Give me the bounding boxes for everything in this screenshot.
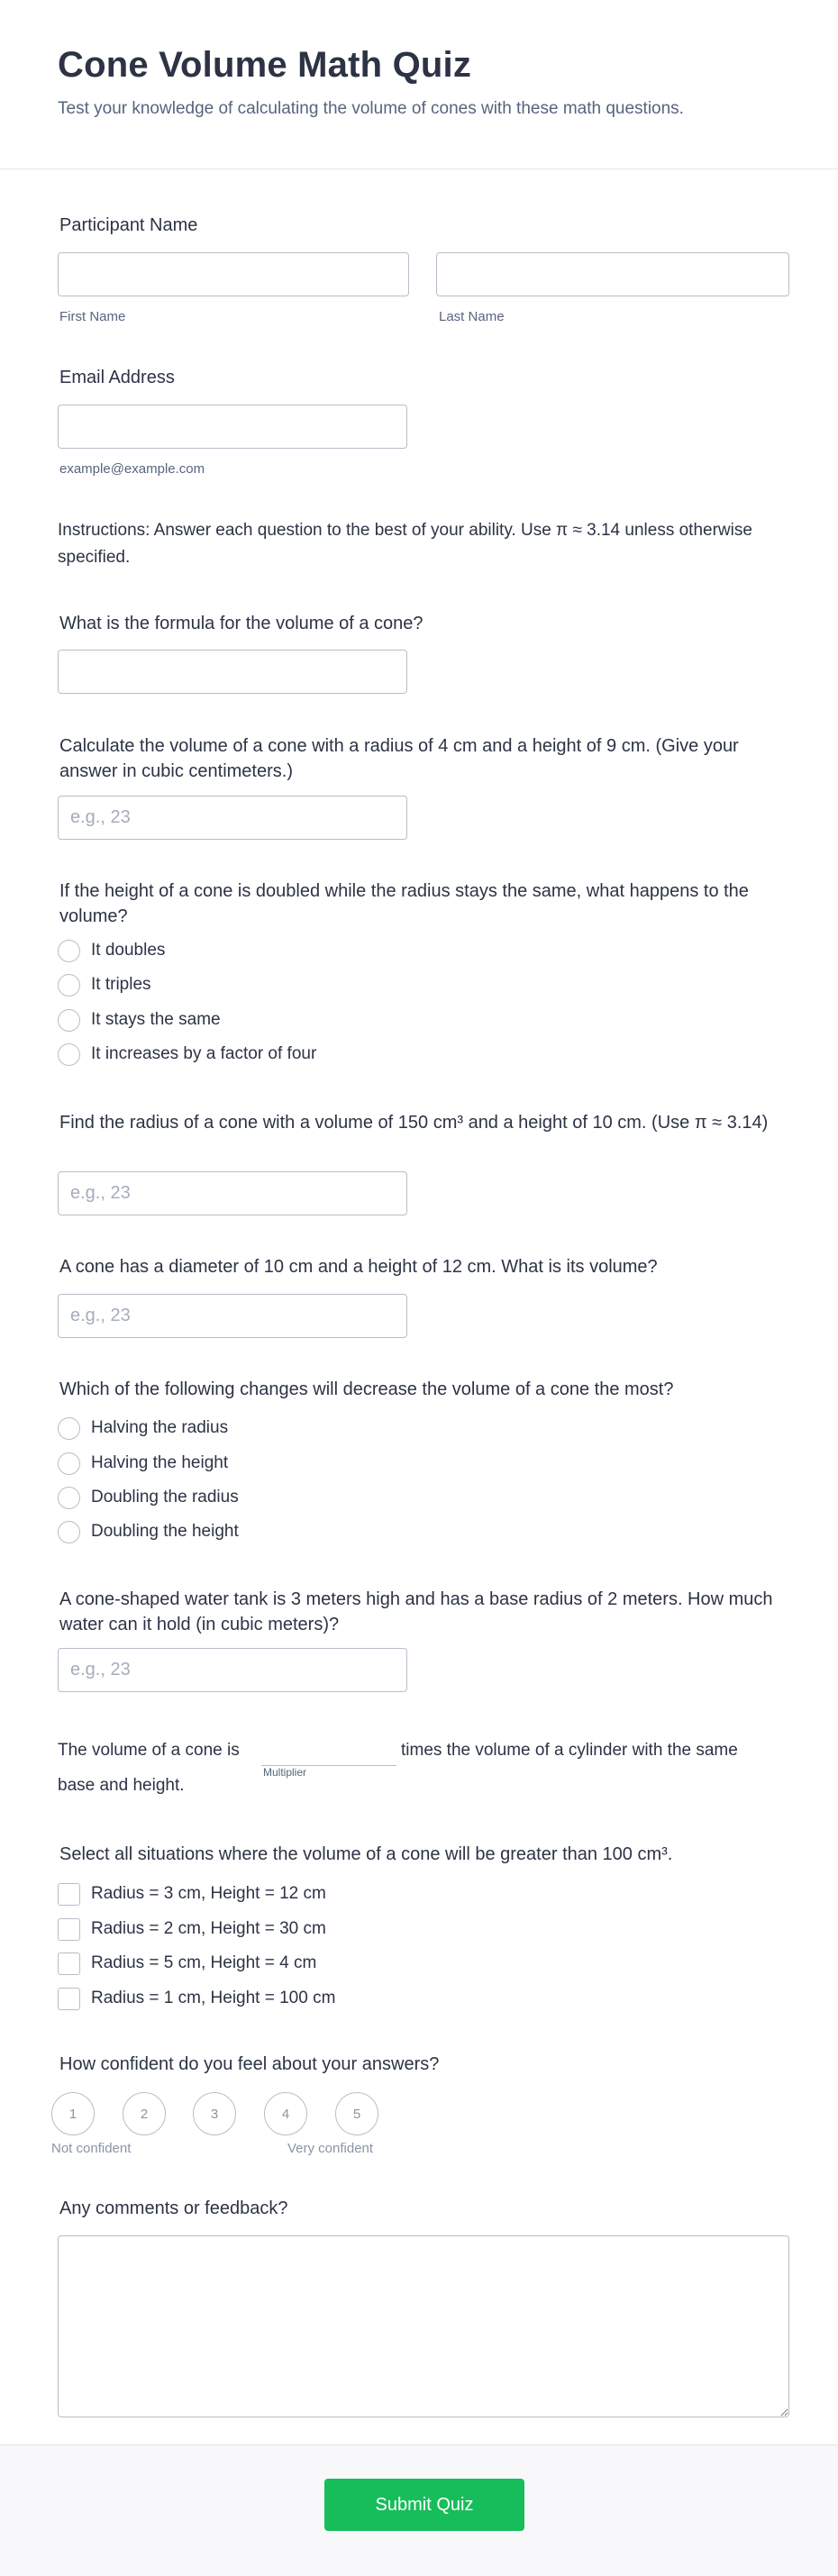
q9-option[interactable] [58, 1881, 326, 1907]
q11-label: Any comments or feedback? [59, 2198, 288, 2218]
scale-option-2[interactable]: 2 [123, 2092, 166, 2135]
q1-formula-input[interactable] [58, 650, 407, 694]
radio-button[interactable] [58, 1521, 80, 1543]
q9-option-label: Radius = 2 cm, Height = 30 cm [91, 1919, 326, 1938]
q7-number-input[interactable] [58, 1648, 407, 1692]
q2-number-input[interactable] [58, 796, 407, 840]
q3-option[interactable] [58, 1007, 221, 1033]
participant-name-label: Participant Name [59, 215, 198, 235]
q9-option[interactable] [58, 1916, 326, 1942]
q5-label: A cone has a diameter of 10 cm and a height of 12 cm. What is its volume? [59, 1257, 658, 1277]
q7-label: A cone-shaped water tank is 3 meters high and has a base radius of 2 meters. How much water can it hold (in cubic meters)? [59, 1589, 773, 1634]
checkbox[interactable] [58, 1918, 80, 1941]
q9-option-label: Radius = 1 cm, Height = 100 cm [91, 1989, 336, 2007]
instructions-text: Instructions: Answer each question to the best of your ability. Use π ≈ 3.14 unless otherwise specified. [58, 521, 752, 567]
scale-option-1[interactable]: 1 [51, 2092, 95, 2135]
q6-option[interactable] [58, 1451, 228, 1476]
q6-option-label: Halving the radius [91, 1418, 229, 1437]
form-footer [0, 2444, 838, 2576]
q6-option-label: Doubling the radius [91, 1488, 239, 1506]
radio-button[interactable] [58, 1452, 80, 1475]
q9-option[interactable] [58, 1986, 335, 2011]
q9-label: Select all situations where the volume of a cone will be greater than 100 cm³. [59, 1844, 673, 1864]
q8-blank-field [261, 1737, 396, 1777]
q3-option-label: It doubles [91, 941, 166, 960]
q6-option-label: Doubling the height [91, 1522, 239, 1541]
q9-option-label: Radius = 5 cm, Height = 4 cm [91, 1953, 317, 1972]
form-title: Cone Volume Math Quiz [58, 45, 472, 85]
radio-button[interactable] [58, 1043, 80, 1066]
q4-number-input[interactable] [58, 1171, 407, 1215]
radio-button[interactable] [58, 1009, 80, 1032]
scale-option-4[interactable]: 4 [264, 2092, 307, 2135]
scale-high-label: Very confident [287, 2141, 374, 2156]
radio-button[interactable] [58, 1417, 80, 1440]
q8-multiplier-input[interactable] [261, 1737, 396, 1766]
q8-text-line2: base and height. [58, 1776, 185, 1795]
q3-label: If the height of a cone is doubled while the radius stays the same, what happens to the volume? [59, 881, 749, 926]
q3-option[interactable] [58, 972, 151, 997]
q3-option-label: It increases by a factor of four [91, 1044, 317, 1063]
comments-textarea[interactable] [58, 2235, 789, 2417]
q9-option[interactable] [58, 1951, 316, 1976]
first-name-input[interactable] [58, 252, 409, 296]
q9-option-label: Radius = 3 cm, Height = 12 cm [91, 1884, 326, 1903]
q3-option[interactable] [58, 938, 165, 963]
radio-button[interactable] [58, 1487, 80, 1509]
checkbox[interactable] [58, 1988, 80, 2010]
email-label: Email Address [59, 368, 175, 387]
q6-label: Which of the following changes will decrease the volume of a cone the most? [59, 1379, 674, 1399]
q8-text-after: times the volume of a cylinder with the same [401, 1741, 738, 1760]
last-name-sublabel: Last Name [439, 309, 505, 324]
submit-button[interactable]: Submit Quiz [324, 2479, 524, 2531]
email-sublabel: example@example.com [59, 461, 205, 477]
q8-blank-sublabel: Multiplier [263, 1766, 307, 1779]
form-subtitle: Test your knowledge of calculating the volume of cones with these math questions. [58, 99, 684, 118]
form-header [0, 0, 838, 169]
scale-low-label: Not confident [51, 2141, 132, 2156]
first-name-sublabel: First Name [59, 309, 126, 324]
q10-label: How confident do you feel about your answers? [59, 2054, 440, 2074]
q3-option-label: It stays the same [91, 1010, 221, 1029]
q4-label: Find the radius of a cone with a volume of 150 cm³ and a height of 10 cm. (Use π ≈ 3.14) [59, 1113, 769, 1133]
q1-label: What is the formula for the volume of a cone? [59, 614, 424, 633]
last-name-input[interactable] [436, 252, 789, 296]
radio-button[interactable] [58, 940, 80, 962]
q6-option[interactable] [58, 1519, 239, 1544]
checkbox[interactable] [58, 1883, 80, 1906]
radio-button[interactable] [58, 974, 80, 997]
q6-option[interactable] [58, 1415, 228, 1441]
q3-option-label: It triples [91, 975, 151, 994]
checkbox[interactable] [58, 1952, 80, 1975]
q3-option[interactable] [58, 1042, 316, 1067]
q6-option-label: Halving the height [91, 1453, 229, 1472]
scale-option-5[interactable]: 5 [335, 2092, 378, 2135]
q8-text-before: The volume of a cone is [58, 1741, 240, 1760]
q2-label: Calculate the volume of a cone with a radius of 4 cm and a height of 9 cm. (Give your answer in cubic centimeters.) [59, 736, 739, 781]
q6-option[interactable] [58, 1485, 239, 1510]
scale-option-3[interactable]: 3 [193, 2092, 236, 2135]
q5-number-input[interactable] [58, 1294, 407, 1338]
email-input[interactable] [58, 405, 407, 449]
